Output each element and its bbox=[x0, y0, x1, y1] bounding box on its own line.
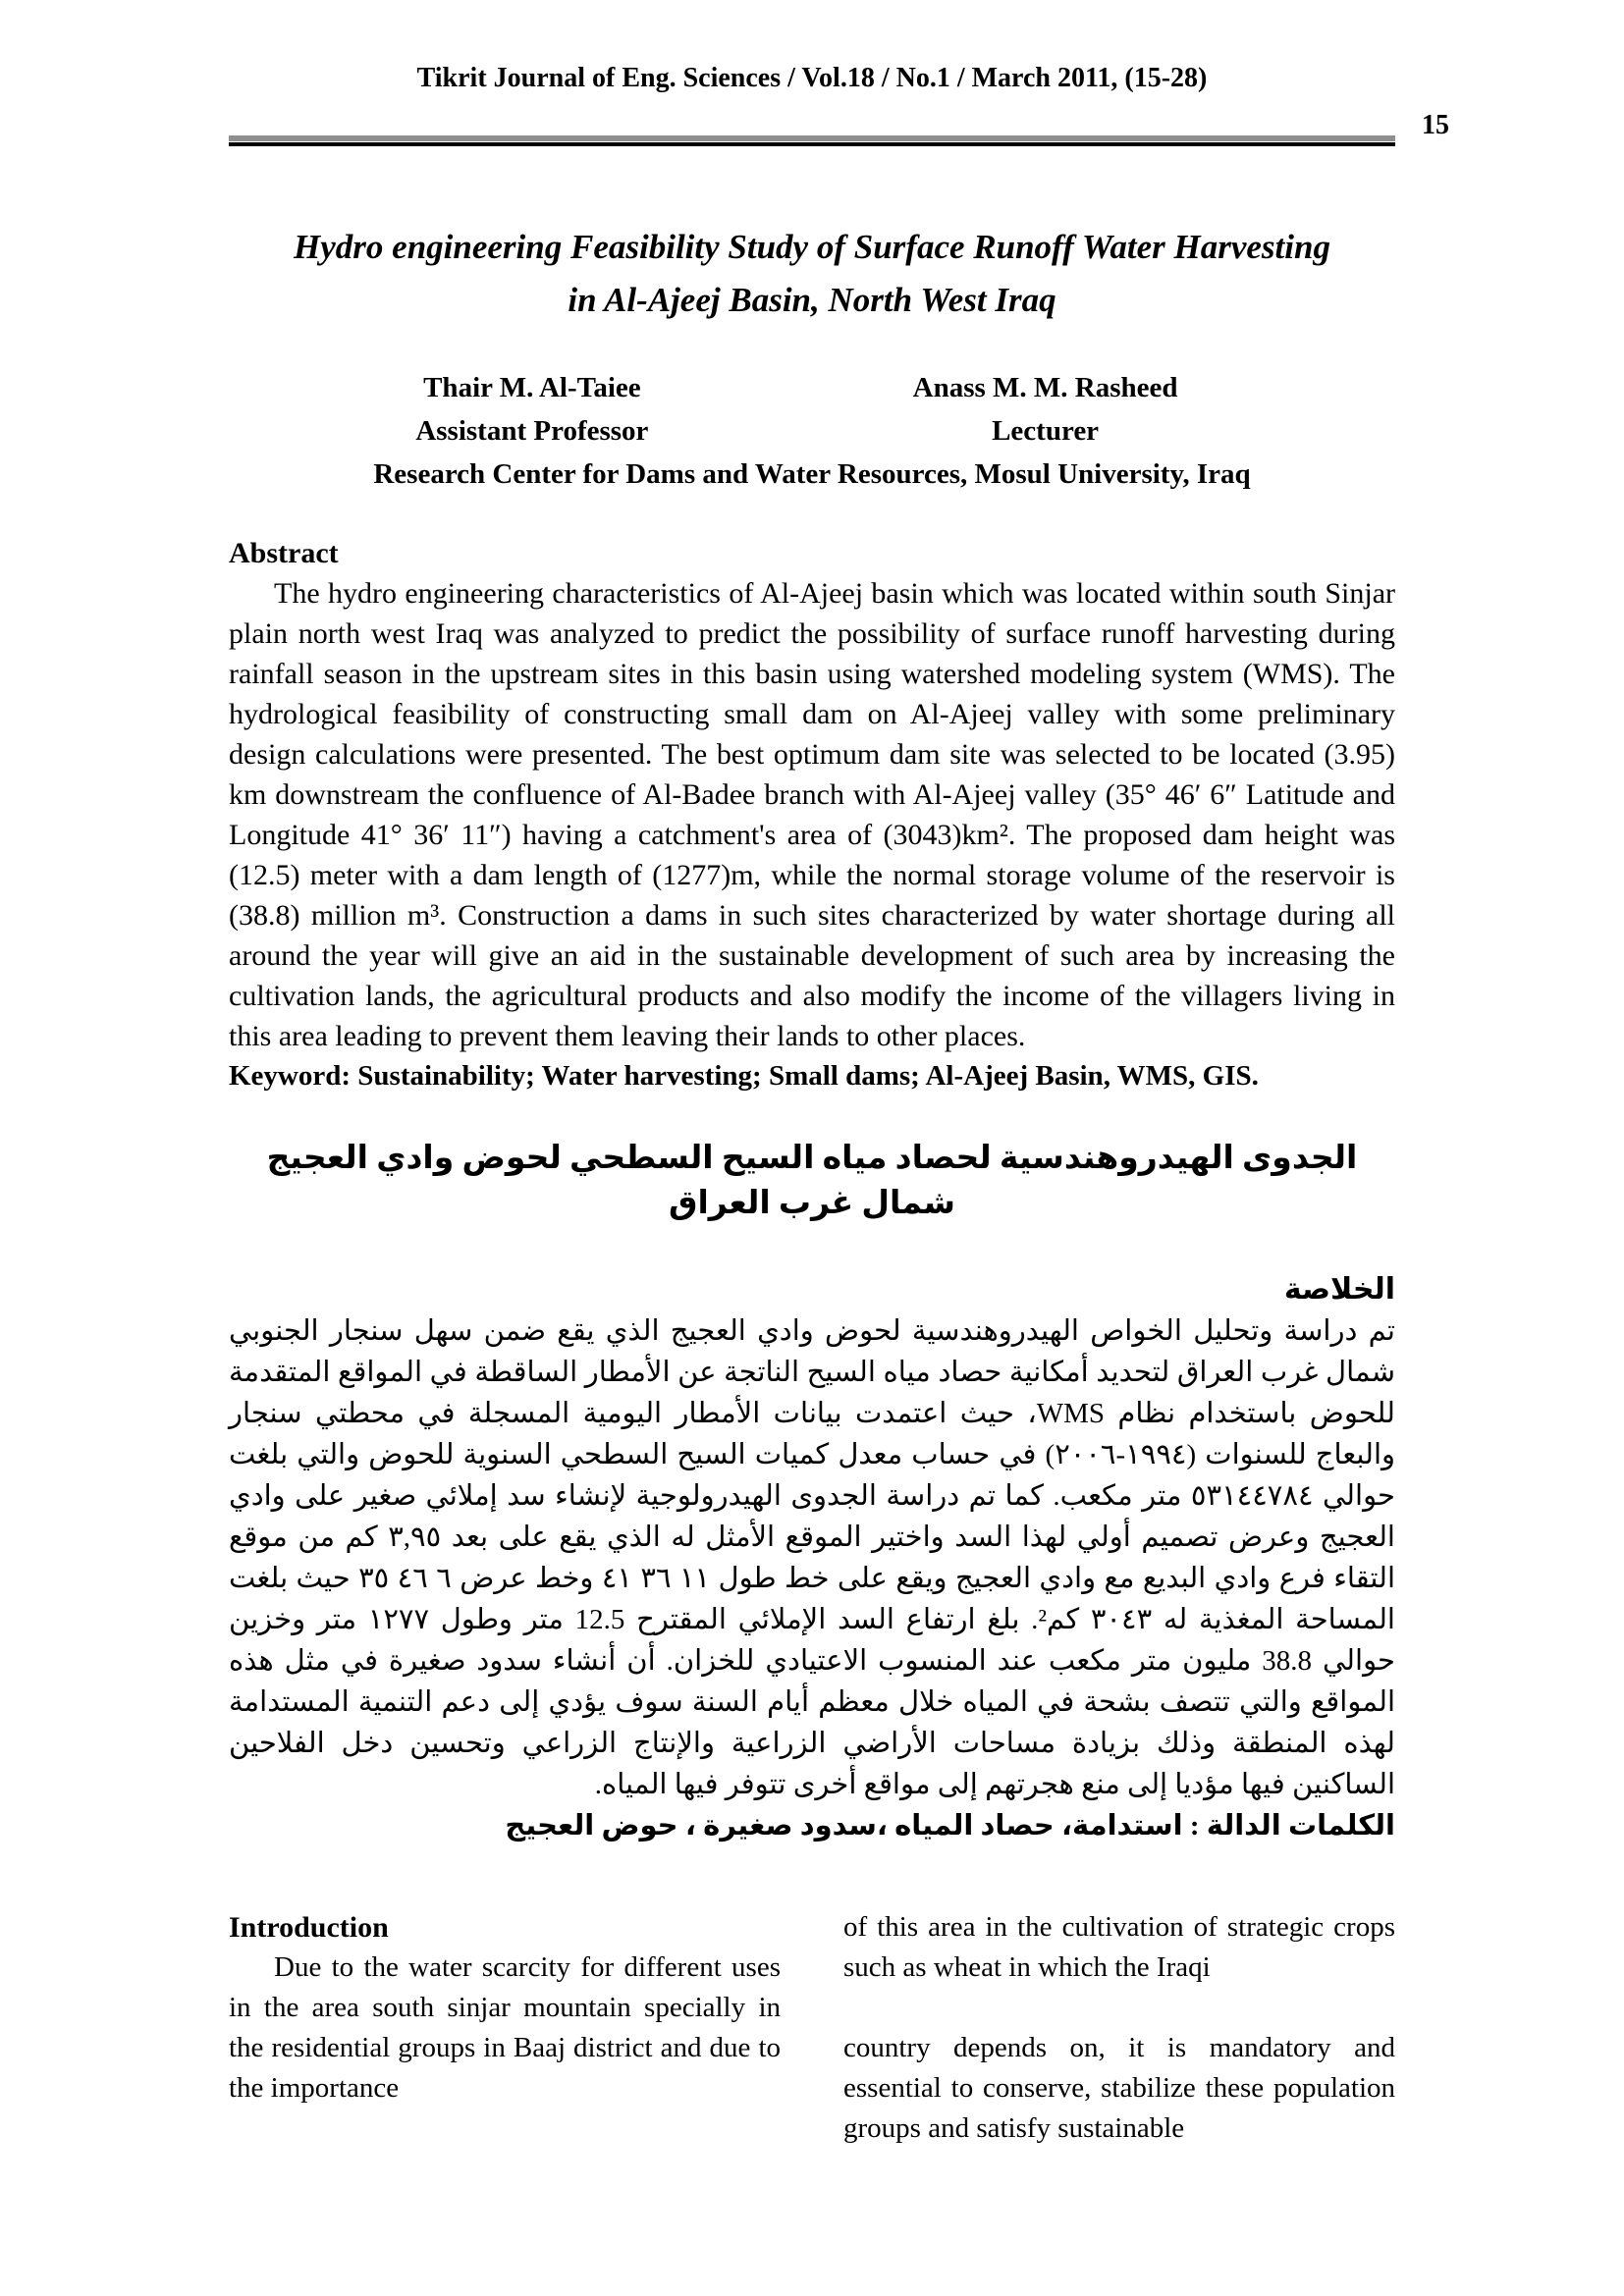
author-first bbox=[229, 366, 836, 453]
arabic-keywords: الكلمات الدالة : استدامة، حصاد المياه ،سدود صغيرة ، حوض العجيج bbox=[505, 1810, 1395, 1842]
author-role: Lecturer bbox=[992, 415, 1100, 447]
journal-title-line: Tikrit Journal of Eng. Sciences / Vol.18 / No.1 / March 2011, (15-28) bbox=[416, 63, 1208, 93]
authors-block bbox=[229, 366, 1395, 453]
author-name: Anass M. M. Rasheed bbox=[912, 372, 1178, 403]
introduction-section bbox=[229, 1907, 1395, 2149]
introduction-right-column bbox=[843, 1907, 1395, 2149]
introduction-left-column bbox=[229, 1907, 781, 2149]
arabic-abstract-heading: الخلاصة bbox=[1283, 1273, 1395, 1306]
arabic-abstract-body: تم دراسة وتحليل الخواص الهيدروهندسية لحوض وادي العجيج الذي يقع ضمن سهل سنجار الجنوبي شمال غرب العراق لتحديد أمكانية حصاد مياه السيح الناتجة عن الأمطار الساقطة في المواقع المتقدمة للحوض باستخدام نظام WMS، حيث اعتمدت بيانات الأمطار اليومية المسجلة في محطتي سنجار والبعاج للسنوات (١٩٩٤-٢٠٠٦) في حساب معدل كميات السيح السطحي السنوية للحوض والتي بلغت حوالي ٥٣١٤٤٧٨٤ متر مكعب. كما تم دراسة الجدوى الهيدرولوجية لإنشاء سد إملائي صغير على وادي العجيج وعرض تصميم أولي لهذا السد واختير الموقع الأمثل له الذي يقع على بعد ٣,٩٥ كم من موقع التقاء فرع وادي البديع مع وادي العجيج ويقع على خط طول ١١ ٣٦ ٤١ وخط عرض ٦ ٤٦ ٣٥ حيث بلغت المساحة المغذية له ٣٠٤٣ كم². بلغ ارتفاع السد الإملائي المقترح 12.5 متر وطول ١٢٧٧ متر وخزين حوالي 38.8 مليون متر مكعب عند المنسوب الاعتيادي للخزان. أن أنشاء سدود صغيرة في مثل هذه المواقع والتي تتصف بشحة في المياه خلال معظم أيام السنة سوف يؤدي إلى دعم التنمية المستدامة لهذه المنطقة وذلك بزيادة مساحات الأراضي الزراعية والإنتاج الزراعي وتحسين دخل الفلاحين الساكنين فيها مؤديا إلى منع هجرتهم إلى مواقع أخرى تتوفر فيها المياه. bbox=[229, 1315, 1396, 1800]
intro-right-paragraph-2: country depends on, it is mandatory and essential to conserve, stabilize these population groups and satisfy sustainable bbox=[843, 2032, 1395, 2144]
abstract-body: The hydro engineering characteristics of Al-Ajeej basin which was located within south Sinjar plain north west Iraq was analyzed to predict the possibility of surface runoff harvesting during rainfall season in the upstream sites in this basin using watershed modeling system (WMS). The hydrological feasibility of constructing small dam on Al-Ajeej valley with some preliminary design calculations were presented. The best optimum dam site was selected to be located (3.95) km downstream the confluence of Al-Badee branch with Al-Ajeej valley (35° 46′ 6″ Latitude and Longitude 41° 36′ 11″) having a catchment's area of (3043)km². The proposed dam height was (12.5) meter with a dam length of (1277)m, while the normal storage volume of the reservoir is (38.8) million m³. Construction a dams in such sites characterized by water shortage during all around the year will give an aid in the sustainable development of such area by increasing the cultivation lands, the agricultural products and also modify the income of the villagers living in this area leading to prevent them leaving their lands to other places. bbox=[229, 577, 1395, 1052]
abstract-keywords: Keyword: Sustainability; Water harvesting; Small dams; Al-Ajeej Basin, WMS, GIS. bbox=[229, 1060, 1259, 1092]
author-second bbox=[836, 366, 1256, 453]
introduction-paragraph: Due to the water scarcity for different uses in the area south sinjar mountain specially in the residential groups in Baaj district and due to the importance bbox=[229, 1951, 781, 2104]
page-header bbox=[229, 61, 1449, 140]
page-number: 15 bbox=[1422, 110, 1449, 140]
abstract-heading: Abstract bbox=[229, 537, 339, 569]
arabic-title: الجدوى الهيدروهندسية لحصاد مياه السيح السطحي لحوض وادي العجيج شمال غرب العراق bbox=[266, 1141, 1358, 1221]
intro-right-paragraph-1: of this area in the cultivation of strategic crops such as wheat in which the Iraqi bbox=[843, 1911, 1395, 1983]
introduction-heading: Introduction bbox=[229, 1911, 389, 1944]
paper-title-line-2: in Al-Ajeej Basin, North West Iraq bbox=[568, 281, 1056, 319]
paper-title-line-1: Hydro engineering Feasibility Study of Surface Runoff Water Harvesting bbox=[294, 228, 1330, 266]
affiliation: Research Center for Dams and Water Resources, Mosul University, Iraq bbox=[373, 458, 1251, 490]
paper-title bbox=[229, 221, 1395, 327]
author-role: Assistant Professor bbox=[415, 415, 649, 447]
author-name: Thair M. Al-Taiee bbox=[423, 372, 641, 403]
header-rule bbox=[229, 135, 1395, 146]
